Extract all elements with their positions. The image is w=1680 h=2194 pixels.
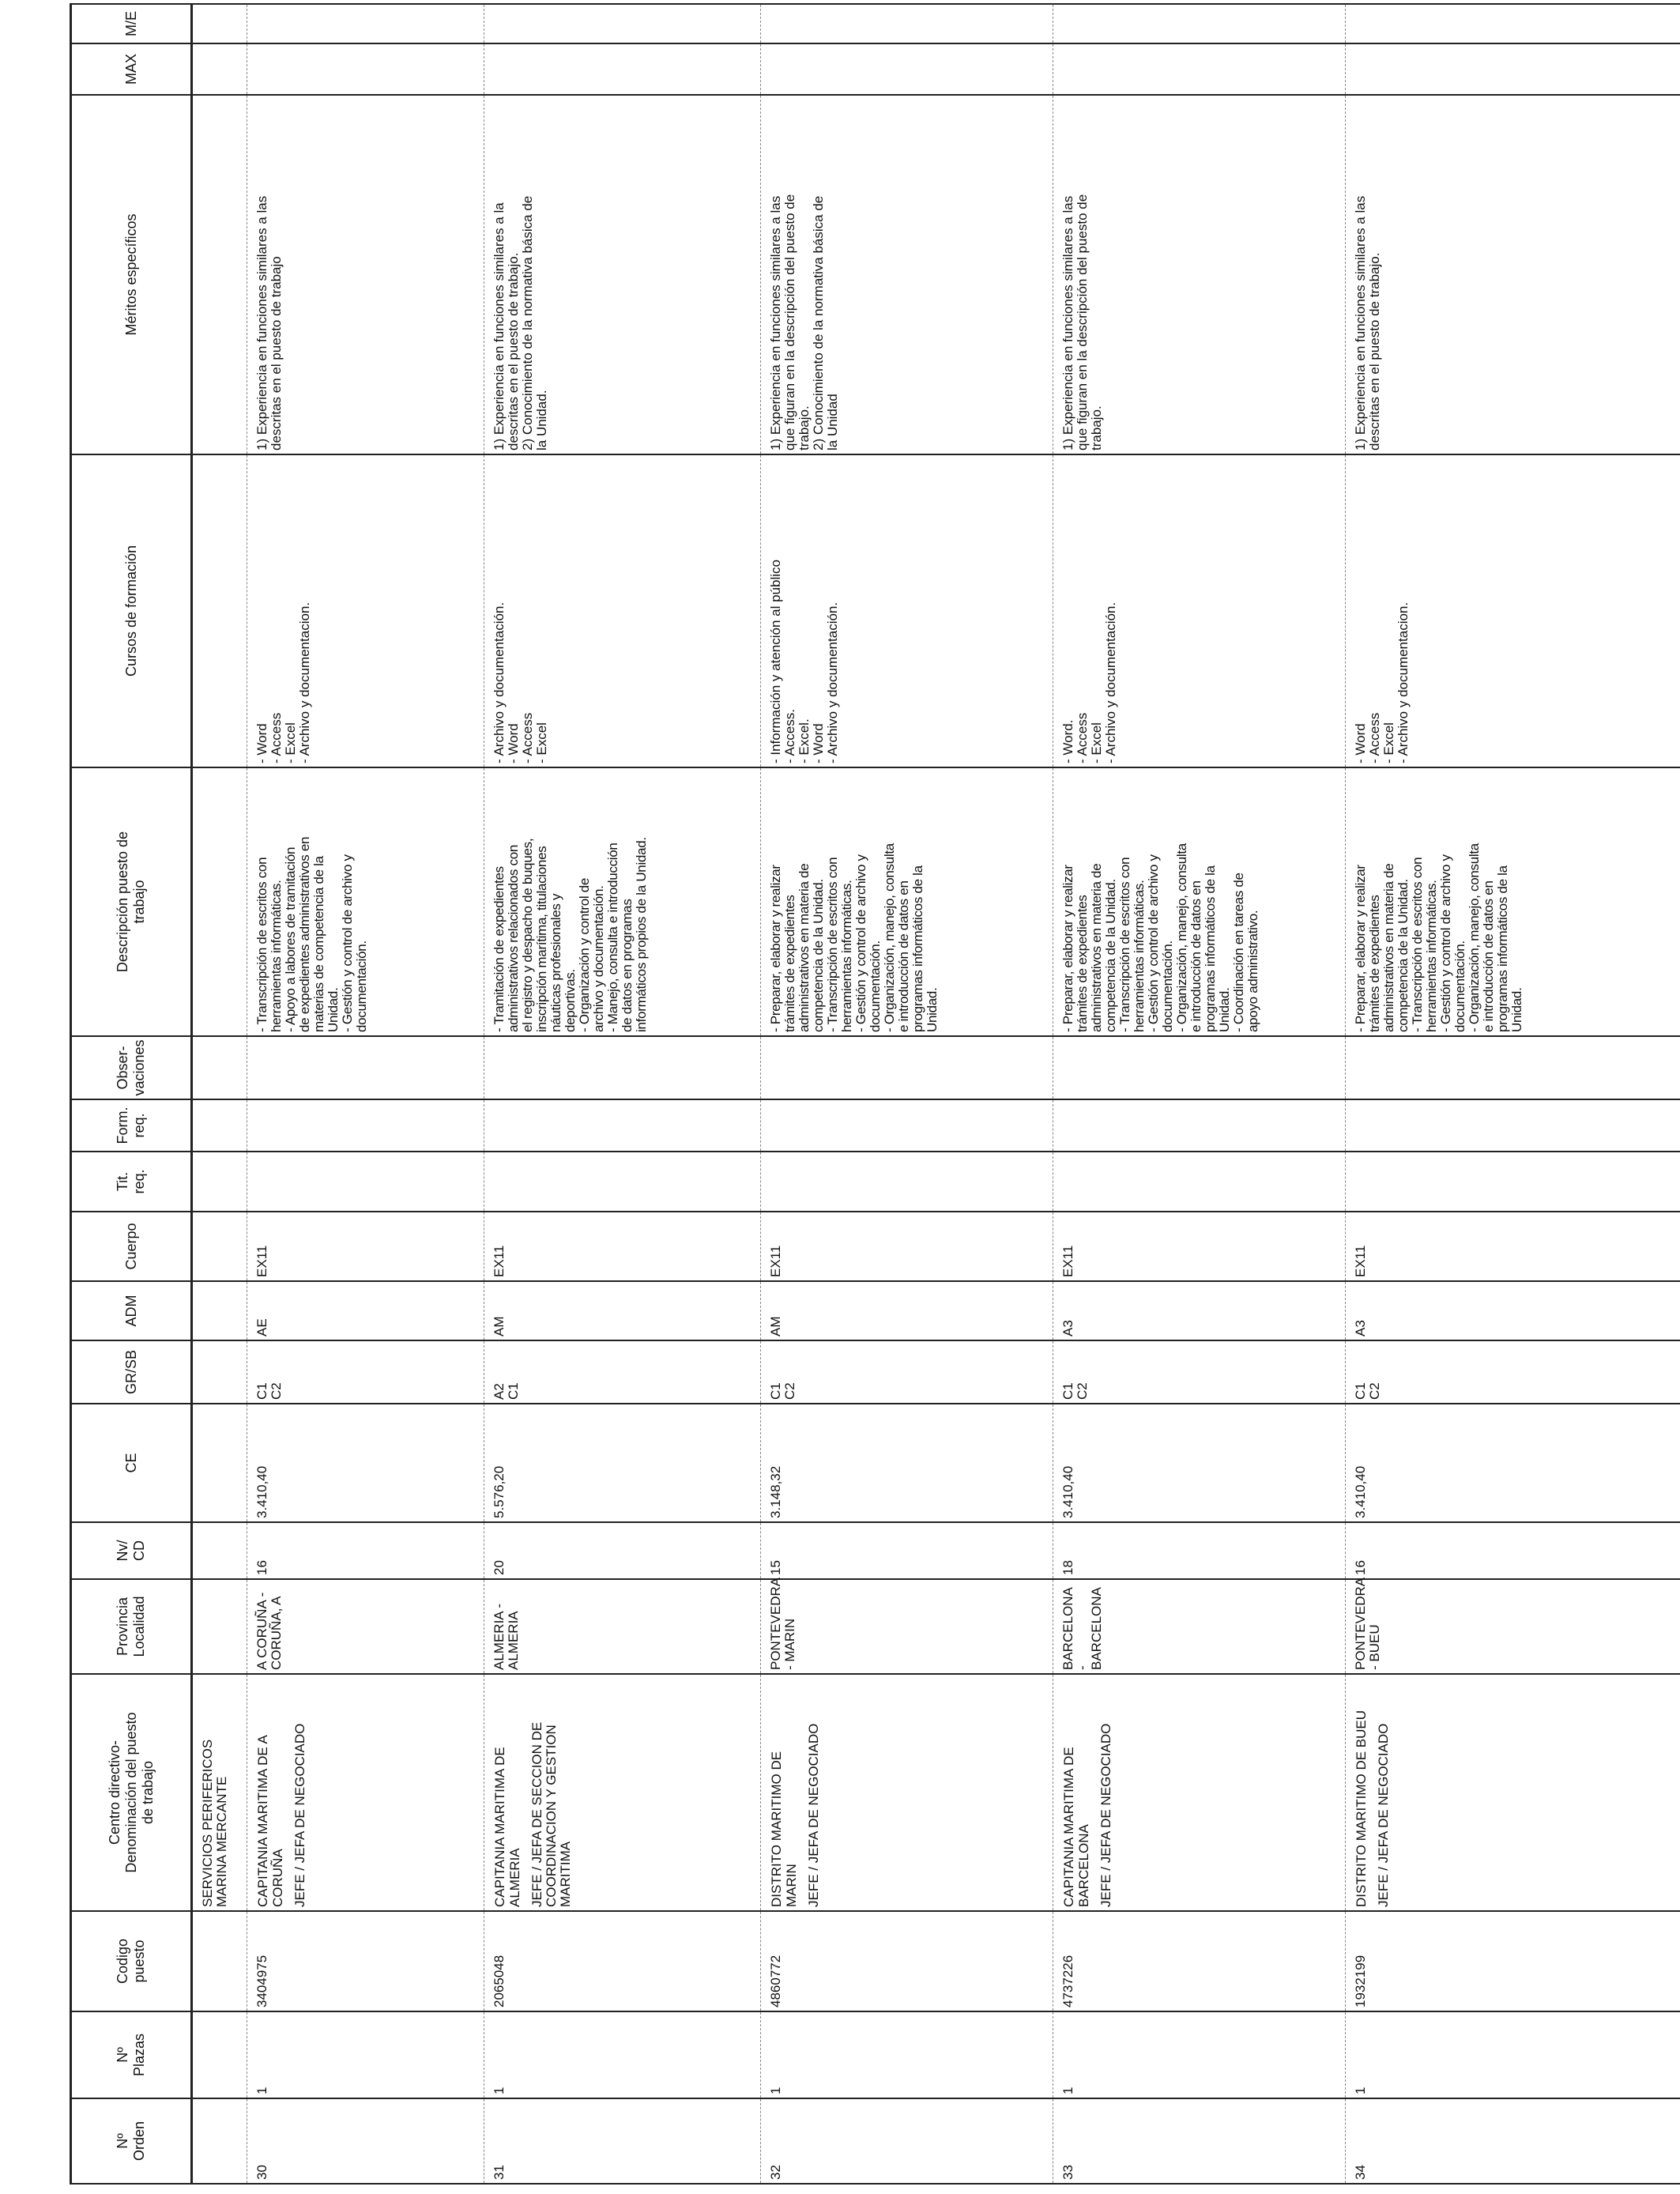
cell-grupo: C1 C2 [1346,1340,1680,1404]
cell-descripcion: - Preparar, elaborar y realizar trámites de expedientes administrativos en materia de competencia de la Unidad. - Transcripción de escritos con herramientas informáticas. - Gestión y control de archivo y documentación. - Organización, manejo, consulta e introducción de datos en programas informáticos de la Unidad. [1346,767,1680,1036]
cell-obs [1346,1036,1680,1099]
cell-obs [247,1036,484,1099]
cell-cursos: - Word - Access - Excel - Archivo y documentacion. [247,454,484,767]
header-grupo: GR/SB [71,1340,192,1404]
header-codigo: Codigo puesto [71,1911,192,2011]
header-nivel: Nv/ CD [71,1522,192,1579]
section-empty-cell [192,2098,247,2184]
section-empty-cell [192,454,247,767]
cell-puesto: JEFE / JEFA DE NEGOCIADO [292,1723,307,1907]
cell-tit [484,1152,761,1212]
section-empty-cell [192,767,247,1036]
section-empty-cell [192,1579,247,1674]
cell-max [1346,43,1680,95]
cell-puesto: JEFE / JEFA DE NEGOCIADO [1376,1723,1391,1907]
table-body [192,4,1680,2184]
cell-unidad: CAPITANIA MARITIMA DE BARCELONA [1061,1747,1091,1907]
cell-puesto: JEFE / JEFA DE NEGOCIADO [1098,1723,1113,1907]
cell-me [1053,4,1346,43]
table-row [1053,4,1346,2184]
cell-centro [247,1674,484,1911]
section-empty-cell [192,1036,247,1099]
section-empty-cell [192,1281,247,1340]
cell-cursos: - Word. - Access - Excel - Archivo y documentación. [1053,454,1346,767]
section-heading: SERVICIOS PERIFERICOS MARINA MERCANTE [192,1674,247,1911]
cell-nivel: 15 [761,1522,1053,1579]
cell-max [1053,43,1346,95]
cell-meritos: 1) Experiencia en funciones similares a las que figuran en la descripción del puesto de trabajo. [1053,95,1346,454]
cell-codigo: 3404975 [247,1911,484,2011]
cell-centro [1346,1674,1680,1911]
cell-adm: AM [761,1281,1053,1340]
header-cuerpo: Cuerpo [71,1212,192,1281]
cell-cuerpo: EX11 [247,1212,484,1281]
cell-adm: A3 [1053,1281,1346,1340]
cell-meritos: 1) Experiencia en funciones similares a las descritas en el puesto de trabajo. [1346,95,1680,454]
cell-provincia: PONTEVEDRA - BUEU [1346,1579,1680,1674]
cell-max [247,43,484,95]
cell-grupo: C1 C2 [1053,1340,1346,1404]
header-ce: CE [71,1404,192,1522]
header-meritos: Méritos específicos [71,95,192,454]
cell-centro [761,1674,1053,1911]
cell-puesto: JEFE / JEFA DE SECCION DE COORDINACION Y GESTION MARITIMA [529,1721,573,1907]
cell-plazas: 1 [1346,2011,1680,2098]
cell-meritos: 1) Experiencia en funciones similares a las descritas en el puesto de trabajo [247,95,484,454]
cell-ce: 3.410,40 [247,1404,484,1522]
section-empty-cell [192,95,247,454]
cell-max [484,43,761,95]
cell-me [1346,4,1680,43]
section-empty-cell [192,43,247,95]
cell-adm: A3 [1346,1281,1680,1340]
table-row [484,4,761,2184]
cell-ce: 3.410,40 [1346,1404,1680,1522]
section-empty-cell [192,1340,247,1404]
header-me: M/E [71,4,192,43]
cell-nivel: 20 [484,1522,761,1579]
table-row [761,4,1053,2184]
header-tit: Tit. req. [71,1152,192,1212]
cell-cursos: - Información y atención al público - Access. - Excel. - Word - Archivo y documentación. [761,454,1053,767]
header-cursos: Cursos de formación [71,454,192,767]
cell-puesto: JEFE / JEFA DE NEGOCIADO [806,1723,821,1907]
section-empty-cell [192,1522,247,1579]
header-plazas: Nº Plazas [71,2011,192,2098]
cell-cuerpo: EX11 [761,1212,1053,1281]
cell-codigo: 4860772 [761,1911,1053,2011]
cell-unidad: DISTRITO MARITIMO DE BUEU [1354,1710,1369,1907]
section-empty-cell [192,4,247,43]
section-empty-cell [192,1404,247,1522]
section-empty-cell [192,1212,247,1281]
cell-adm: AE [247,1281,484,1340]
cell-form [761,1099,1053,1152]
header-form: Form. req. [71,1099,192,1152]
cell-tit [1346,1152,1680,1212]
cell-obs [761,1036,1053,1099]
cell-adm: AM [484,1281,761,1340]
table-row [1346,4,1680,2184]
cell-form [484,1099,761,1152]
job-positions-table [70,3,1680,2185]
cell-form [1346,1099,1680,1152]
cell-orden: 30 [247,2098,484,2184]
cell-descripcion: - Tramitación de expedientes administrativos relacionados con el registro y despacho de buques, inscripción marítima, titulaciones náuticas profesionales y deportivas. - Organización y control de archivo y documentación. - Manejo, consulta e introducción de datos en programas informáticos propios de la Unidad. [484,767,761,1036]
cell-cursos: - Archivo y documentación. - Word - Access - Excel [484,454,761,767]
cell-codigo: 1932199 [1346,1911,1680,2011]
cell-tit [761,1152,1053,1212]
cell-ce: 3.148,32 [761,1404,1053,1522]
cell-plazas: 1 [761,2011,1053,2098]
section-empty-cell [192,1152,247,1212]
section-empty-cell [192,2011,247,2098]
cell-meritos: 1) Experiencia en funciones similares a la descritas en el puesto de trabajo. 2) Conocimiento de la normativa básica de la Unidad. [484,95,761,454]
cell-centro [484,1674,761,1911]
cell-me [484,4,761,43]
cell-nivel: 16 [247,1522,484,1579]
cell-centro [1053,1674,1346,1911]
cell-tit [1053,1152,1346,1212]
cell-obs [484,1036,761,1099]
cell-provincia: PONTEVEDRA - MARIN [761,1579,1053,1674]
cell-form [1053,1099,1346,1152]
header-centro: Centro directivo- Denominación del puesto de trabajo [71,1674,192,1911]
cell-plazas: 1 [247,2011,484,2098]
cell-ce: 3.410,40 [1053,1404,1346,1522]
cell-unidad: CAPITANIA MARITIMA DE ALMERIA [492,1747,522,1907]
cell-me [247,4,484,43]
header-max: MAX [71,43,192,95]
cell-plazas: 1 [484,2011,761,2098]
cell-ce: 5.576,20 [484,1404,761,1522]
cell-orden: 33 [1053,2098,1346,2184]
cell-orden: 31 [484,2098,761,2184]
cell-cuerpo: EX11 [1346,1212,1680,1281]
cell-provincia: A CORUÑA - CORUÑA, A [247,1579,484,1674]
cell-obs [1053,1036,1346,1099]
header-adm: ADM [71,1281,192,1340]
table-row [247,4,484,2184]
cell-descripcion: - Preparar, elaborar y realizar trámites de expedientes administrativos en materia de competencia de la Unidad. - Transcripción de escritos con herramientas informáticas. - Gestión y control de archivo y documentación. - Organización, manejo, consulta e introducción de datos en programas informáticos de la Unidad. - Coordinación en tareas de apoyo administrativo. [1053,767,1346,1036]
cell-meritos: 1) Experiencia en funciones similares a las que figuran en la descripción del puesto de trabajo. 2) Conocimiento de la normativa básica de la Unidad [761,95,1053,454]
table-header-row [71,4,192,2184]
cell-cuerpo: EX11 [1053,1212,1346,1281]
cell-cuerpo: EX11 [484,1212,761,1281]
header-orden: Nº Orden [71,2098,192,2184]
header-descripcion: Descripción puesto de trabajo [71,767,192,1036]
cell-grupo: C1 C2 [247,1340,484,1404]
cell-orden: 34 [1346,2098,1680,2184]
section-row [192,4,247,2184]
cell-form [247,1099,484,1152]
cell-unidad: DISTRITO MARITIMO DE MARIN [769,1751,799,1907]
cell-nivel: 16 [1346,1522,1680,1579]
cell-cursos: - Word - Access - Excel - Archivo y documentacion. [1346,454,1680,767]
cell-max [761,43,1053,95]
header-provincia: Provincia Localidad [71,1579,192,1674]
cell-tit [247,1152,484,1212]
cell-descripcion: - Transcripción de escritos con herramientas informáticas. - Apoyo a labores de tramitación de expedientes administrativos en materias de competencia de la Unidad. - Gestión y control de archivo y documentación. [247,767,484,1036]
cell-grupo: C1 C2 [761,1340,1053,1404]
header-obs: Obser- vaciones [71,1036,192,1099]
cell-provincia: BARCELONA - BARCELONA [1053,1579,1346,1674]
cell-codigo: 2065048 [484,1911,761,2011]
section-empty-cell [192,1099,247,1152]
cell-unidad: CAPITANIA MARITIMA DE A CORUÑA [255,1735,285,1907]
cell-grupo: A2 C1 [484,1340,761,1404]
cell-orden: 32 [761,2098,1053,2184]
cell-plazas: 1 [1053,2011,1346,2098]
rotated-table-sheet [70,5,1524,2185]
section-empty-cell [192,1911,247,2011]
cell-provincia: ALMERIA - ALMERIA [484,1579,761,1674]
cell-codigo: 4737226 [1053,1911,1346,2011]
cell-me [761,4,1053,43]
cell-nivel: 18 [1053,1522,1346,1579]
cell-descripcion: - Preparar, elaborar y realizar trámites de expedientes administrativos en materia de competencia de la Unidad. - Transcripción de escritos con herramientas informáticas. - Gestión y control de archivo y documentación. - Organización, manejo, consulta e introducción de datos en programas informáticos de la Unidad. [761,767,1053,1036]
